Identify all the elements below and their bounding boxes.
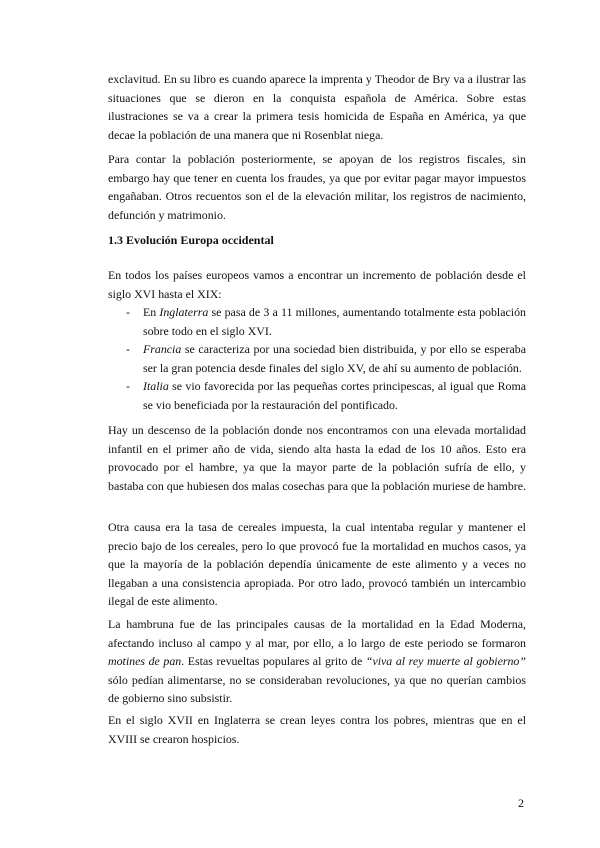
paragraph-7 (108, 711, 526, 748)
list-item-country: Francia (143, 342, 182, 356)
list-item: - Italia se vio favorecida por las pequeñas cortes principescas, al igual que Roma se vio beneficiada por la restauración del pontificado. (126, 379, 526, 412)
paragraph-5 (108, 518, 526, 611)
italic-quote: “viva al rey muerte al gobierno” (365, 654, 526, 668)
list-dash: - (126, 379, 130, 393)
list-dash: - (126, 305, 130, 319)
paragraph-4-text: Hay un descenso de la población donde nos encontramos con una elevada mortalidad infantil en el primer año de vida, siendo alta hasta la edad de los 10 años. Esto era provocado por el hambre, ya que la mayor parte de la población sufría de ello, y bastaba con que hubiesen dos malas cosechas para que la población muriese de hambre. (108, 423, 527, 493)
paragraph-3-text: En todos los países europeos vamos a encontrar un incremento de población desde el siglo XVI hasta el XIX: (108, 268, 526, 301)
italic-phrase: motines de pan (108, 654, 182, 668)
list-dash: - (126, 342, 130, 356)
list-item-country: Italia (143, 379, 169, 393)
paragraph-7-text: En el siglo XVII en Inglaterra se crean leyes contra los pobres, mientras que en el XVIII se crearon hospicios. (108, 713, 526, 746)
paragraph-6-text: La hambruna fue de las principales causas de la mortalidad en la Edad Moderna, afectando incluso al campo y al mar, por ello, a lo largo de este periodo se formaron motines de pan. Estas revueltas populares al grito de “viva al rey muerte al gobierno” sólo pedían alimentarse, no se consideraban revoluciones, ya que no querían cambios de gobierno sino subsistir. (108, 617, 526, 705)
list-item: - En Inglaterra se pasa de 3 a 11 millones, aumentando totalmente esta población sobre todo en el siglo XVI. (126, 305, 526, 338)
page-number: 2 (518, 796, 524, 810)
paragraph-3 (108, 266, 526, 414)
paragraph-1-text: exclavitud. En su libro es cuando aparece la imprenta y Theodor de Bry va a ilustrar las situaciones que se dieron en la conquista española de América. Sobre estas ilustraciones se va a crear la primera tesis homicida de España en América, ya que decae la población de una manera que ni Rosenblat niega. (108, 72, 526, 142)
paragraph-6 (108, 615, 526, 708)
paragraph-2-text: Para contar la población posteriormente, se apoyan de los registros fiscales, sin embargo hay que tener en cuenta los fraudes, ya que por evitar pagar mayor impuestos engañaban. Otros recuentos son el de la elevación militar, los registros de nacimiento, defunción y matrimonio. (108, 152, 526, 222)
paragraph-2 (108, 150, 526, 224)
list-item-country: Inglaterra (159, 305, 209, 319)
section-heading: 1.3 Evolución Europa occidental (108, 233, 274, 247)
paragraph-4 (108, 421, 526, 495)
country-list (108, 303, 526, 414)
paragraph-5-text: Otra causa era la tasa de cereales impuesta, la cual intentaba regular y mantener el precio bajo de los cereales, pero lo que provocó fue la mortalidad en muchos casos, ya que la mayoría de la población dependía únicamente de este alimento y a veces no llegaban a una consistencia apropiada. Por otro lado, provocó también un intercambio ilegal de este alimento. (108, 520, 526, 608)
list-item: - Francia se caracteriza por una sociedad bien distribuida, y por ello se esperaba ser la gran potencia desde finales del siglo XV, de ahí su aumento de población. (126, 342, 526, 375)
paragraph-1 (108, 70, 526, 144)
